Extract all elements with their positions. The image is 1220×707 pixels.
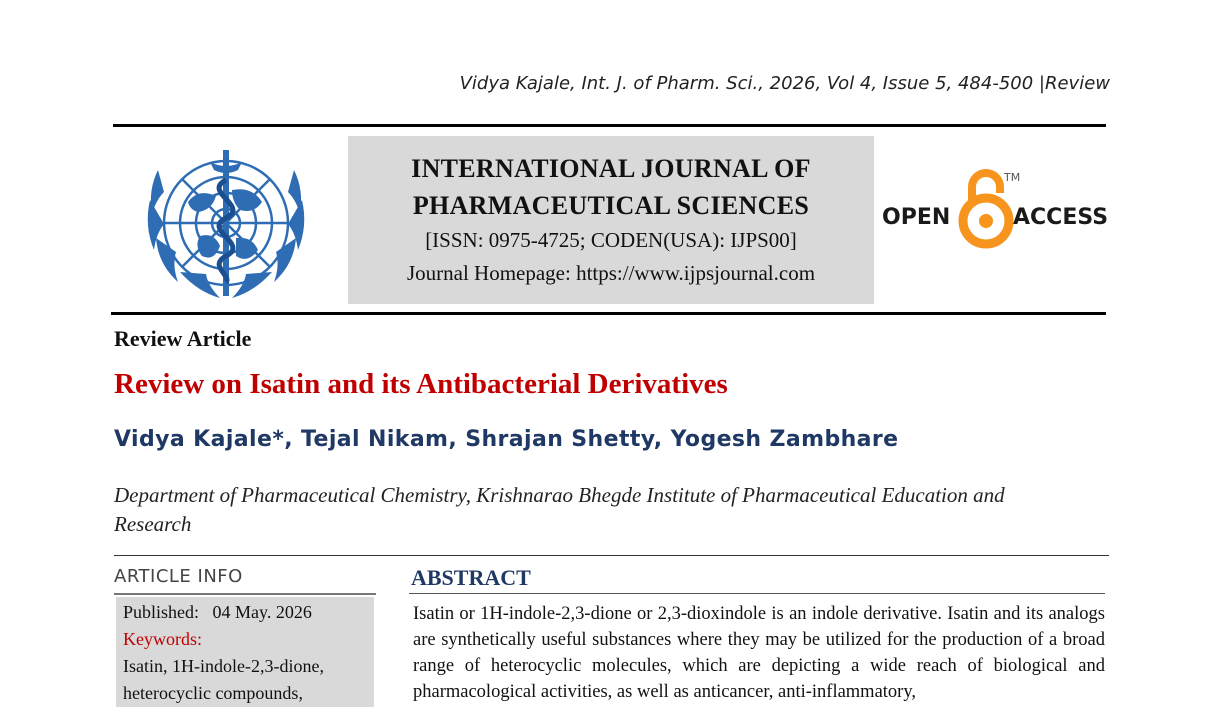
header-top-rule [113,124,1106,127]
journal-homepage: Journal Homepage: https://www.ijpsjournal.com [406,261,816,285]
keywords-text: Isatin, 1H-indole-2,3-dione, heterocyclic compounds, [123,656,324,703]
article-info-rule [114,593,376,595]
abstract-rule [409,593,1105,594]
running-header: Vidya Kajale, Int. J. of Pharm. Sci., 2026, Vol 4, Issue 5, 484-500 |Review [459,73,1110,94]
published-date: 04 May. 2026 [212,602,312,622]
journal-title-line-1: INTERNATIONAL JOURNAL OF [411,154,811,183]
section-divider [114,555,1109,556]
open-padlock-keyhole-icon [979,214,993,228]
journal-masthead [348,136,874,304]
trademark-mark: TM [1004,171,1021,184]
author-list: Vidya Kajale*, Tejal Nikam, Shrajan Shetty, Yogesh Zambhare [114,427,899,452]
journal-issn-coden: [ISSN: 0975-4725; CODEN(USA): IJPS00] [425,228,797,252]
open-access-logo [880,165,1110,255]
article-title: Review on Isatin and its Antibacterial Derivatives [114,368,728,400]
globe-caduceus-emblem-icon [128,140,324,306]
open-access-left-word: OPEN [882,205,951,230]
published-label: Published: [123,602,200,622]
header-bottom-rule [111,312,1106,315]
article-info-heading: ARTICLE INFO [114,566,243,587]
open-access-right-word: ACCESS [1013,205,1109,230]
article-type: Review Article [114,326,252,351]
abstract-body: Isatin or 1H-indole-2,3-dione or 2,3-dioxindole is an indole derivative. Isatin and its analogs are synthetically useful substances where they may be utilized for the production of a broad range of heterocyclic molecules, which are depicting a wide reach of biological and pharmacological activities, as well as anticancer, anti-inflammatory, [413,604,1105,702]
journal-title-line-2: PHARMACEUTICAL SCIENCES [412,191,810,220]
author-affiliation: Department of Pharmaceutical Chemistry, Krishnarao Bhegde Institute of Pharmaceutical Education and Research [114,483,1005,536]
abstract-heading: ABSTRACT [411,565,531,590]
keywords-label: Keywords: [123,629,202,649]
article-info-box [116,597,374,707]
published-line [123,599,367,626]
